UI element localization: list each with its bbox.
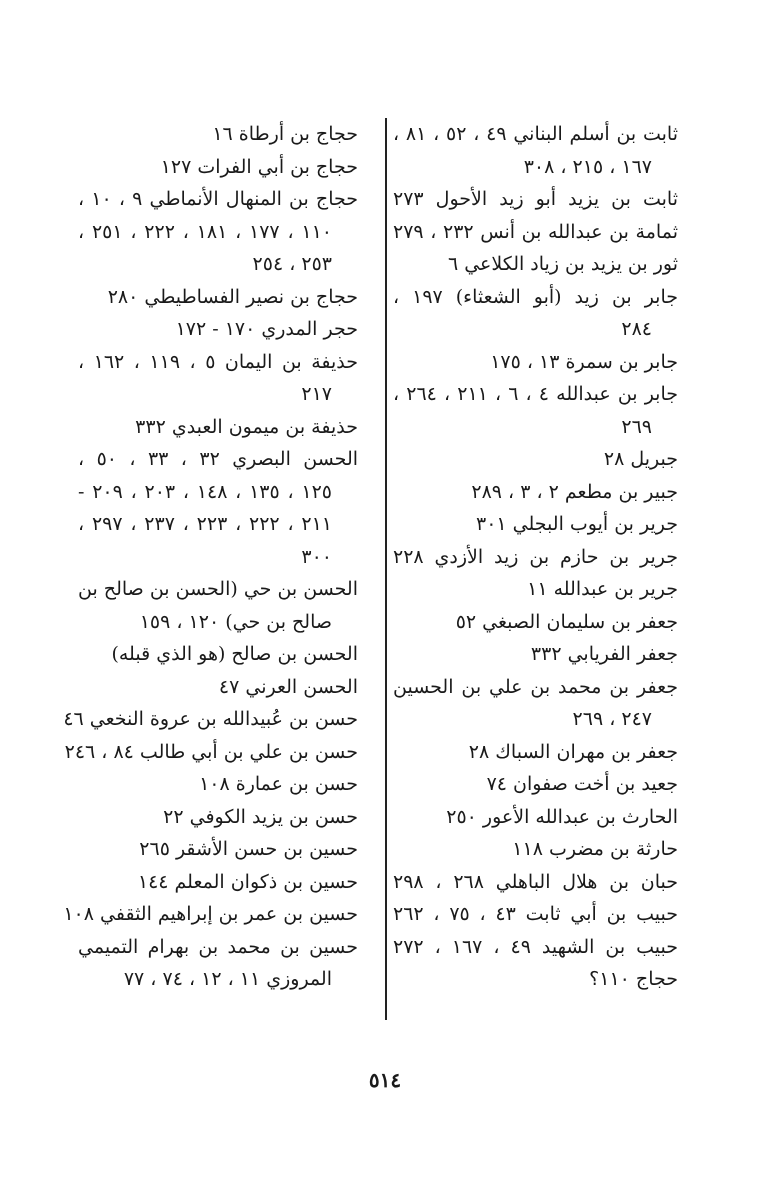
index-entry: حسين بن حسن الأشقر ٢٦٥ [139, 838, 358, 860]
index-entry: جعفر الفريابي ٣٣٢ [530, 643, 678, 665]
index-entry: الحسن بن صالح (هو الذي قبله) [111, 643, 358, 665]
index-entry: ثابت بن يزيد أبو زيد الأحول ٢٧٣ [393, 188, 678, 210]
index-entry: جابر بن سمرة ١٣ ، ١٧٥ [490, 350, 678, 373]
index-entry: حبيب بن الشهيد ٤٩ ، ١٦٧ ، ٢٧٢ [393, 935, 678, 958]
index-column-right [393, 118, 678, 996]
index-entry: حسين بن عمر بن إبراهيم الثقفي ١٠٨ [63, 903, 358, 925]
index-entry: حبيب بن أبي ثابت ٤٣ ، ٧٥ ، ٢٦٢ [393, 903, 678, 925]
index-entry: جعفر بن سليمان الصبغي ٥٢ [455, 610, 678, 633]
index-entry-continuation: ٣٠٠ [301, 545, 332, 568]
index-entry-continuation: صالح بن حي) ١٢٠ ، ١٥٩ [139, 610, 332, 633]
index-entry: جعيد بن أخت صفوان ٧٤ [486, 773, 678, 795]
index-entry: جبريل ٢٨ [603, 448, 678, 470]
index-entry: حسن بن علي بن أبي طالب ٨٤ ، ٢٤٦ [64, 740, 358, 763]
index-entry-continuation: ١١٠ ، ١٧٧ ، ١٨١ ، ٢٢٢ ، ٢٥١ ، [78, 220, 332, 243]
index-entry: حجاج ١١٠؟ [589, 968, 678, 990]
index-entry: جبير بن مطعم ٢ ، ٣ ، ٢٨٩ [471, 480, 678, 503]
index-entry: حسن بن يزيد الكوفي ٢٢ [163, 805, 358, 828]
index-entry: ثابت بن أسلم البناني ٤٩ ، ٥٢ ، ٨١ ، [393, 123, 678, 145]
index-entry: جرير بن حازم بن زيد الأزدي ٢٢٨ [393, 545, 678, 568]
index-entry-continuation: ٢٦٩ [621, 415, 652, 438]
index-entry: الحارث بن عبدالله الأعور ٢٥٠ [446, 805, 678, 828]
column-divider [385, 118, 387, 1020]
index-entry: حسن بن عُبيدالله بن عروة النخعي ٤٦ [63, 708, 358, 730]
index-entry: حسين بن ذكوان المعلم ١٤٤ [137, 870, 358, 893]
index-column-left [63, 118, 359, 996]
index-entry-continuation: ٢٤٧ ، ٢٦٩ [572, 708, 652, 730]
index-entry: حجاج بن أبي الفرات ١٢٧ [160, 155, 358, 178]
index-entry: حسن بن عمارة ١٠٨ [199, 773, 358, 795]
index-entry: حجاج بن أرطاة ١٦ [212, 123, 358, 145]
index-entry: الحسن بن حي (الحسن بن صالح بن [78, 578, 358, 600]
index-entry: جابر بن عبدالله ٤ ، ٦ ، ٢١١ ، ٢٦٤ ، [393, 383, 678, 405]
index-entry: ثور بن يزيد بن زياد الكلاعي ٦ [447, 253, 678, 275]
index-entry: حجاج بن نصير الفساطيطي ٢٨٠ [107, 285, 358, 308]
index-entry-continuation: ٢٥٣ ، ٢٥٤ [252, 253, 332, 275]
index-entry: حجاج بن المنهال الأنماطي ٩ ، ١٠ ، [78, 188, 358, 210]
index-entry: الحسن البصري ٣٢ ، ٣٣ ، ٥٠ ، [78, 448, 359, 470]
index-entry: حذيفة بن اليمان ٥ ، ١١٩ ، ١٦٢ ، [78, 350, 359, 373]
index-entry: حسين بن محمد بن بهرام التميمي [78, 935, 358, 958]
index-entry-continuation: ١٦٧ ، ٢١٥ ، ٣٠٨ [523, 155, 652, 178]
index-entry-continuation: ١٢٥ ، ١٣٥ ، ١٤٨ ، ٢٠٣ ، ٢٠٩ - [78, 480, 332, 503]
index-entry: حبان بن هلال الباهلي ٢٦٨ ، ٢٩٨ [393, 870, 678, 893]
index-entry: جرير بن أيوب البجلي ٣٠١ [476, 513, 678, 535]
index-entry-continuation: ٢١١ ، ٢٢٢ ، ٢٢٣ ، ٢٣٧ ، ٢٩٧ ، [78, 513, 332, 535]
index-entry-continuation: ٢١٧ [301, 383, 332, 405]
index-entry: حارثة بن مضرب ١١٨ [512, 838, 678, 860]
index-entry: جعفر بن مهران السباك ٢٨ [468, 740, 678, 763]
index-entry: حجر المدري ١٧٠ - ١٧٢ [175, 318, 358, 340]
index-entry: جابر بن زيد (أبو الشعثاء) ١٩٧ ، [393, 285, 679, 308]
index-entry: جعفر بن محمد بن علي بن الحسين [393, 675, 678, 698]
index-entry: جرير بن عبدالله ١١ [527, 578, 678, 600]
index-entry: ثمامة بن عبدالله بن أنس ٢٣٢ ، ٢٧٩ [393, 220, 678, 243]
index-entry: الحسن العرني ٤٧ [218, 675, 358, 698]
index-entry-continuation: المروزي ١١ ، ١٢ ، ٧٤ ، ٧٧ [123, 968, 332, 990]
index-entry: حذيفة بن ميمون العبدي ٣٣٢ [135, 415, 358, 438]
index-entry-continuation: ٢٨٤ [621, 318, 652, 340]
page-number: ٥١٤ [368, 1068, 402, 1092]
